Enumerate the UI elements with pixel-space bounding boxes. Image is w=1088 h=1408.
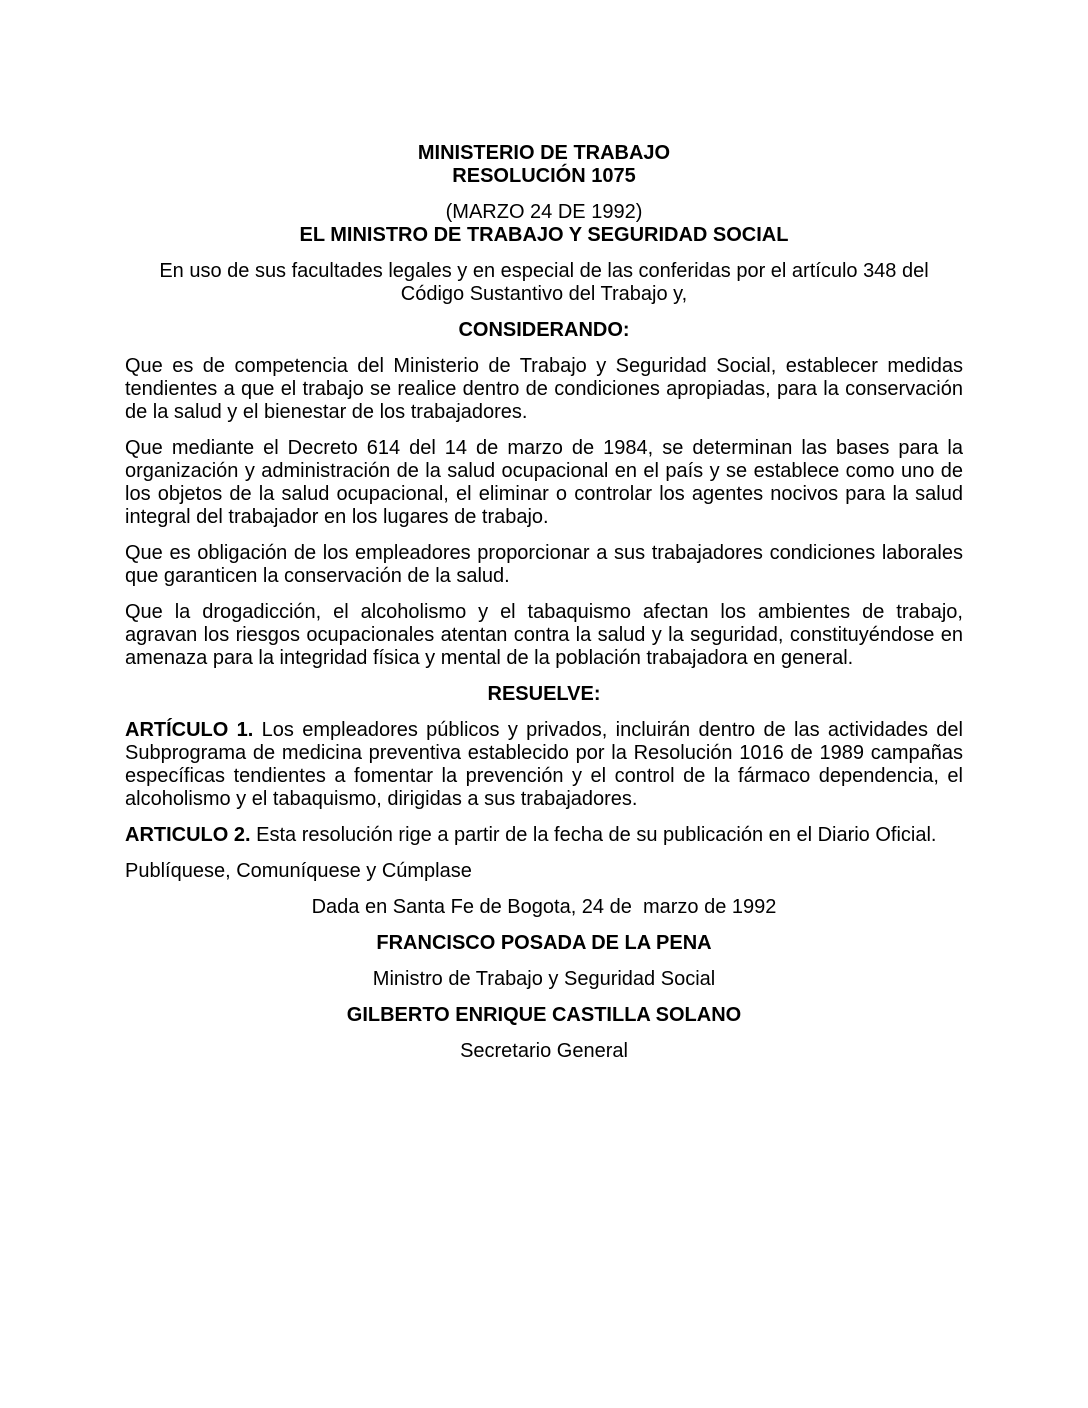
signature-2-title: Secretario General (460, 1040, 628, 1062)
article-2-text: Esta resolución rige a partir de la fecha de su publicación en el Diario Oficial. (256, 824, 937, 846)
document-subtitle (125, 201, 963, 247)
article-1 (125, 719, 963, 811)
article-2 (125, 824, 963, 847)
considerando-paragraph-2: Que mediante el Decreto 614 del 14 de marzo de 1984, se determinan las bases para la organización y administración de la salud ocupacional en el país y se establece como uno de los objetos de la salud ocupacional, el eliminar o controlar los agentes nocivos para la salud integral del trabajador en los lugares de trabajo. (125, 437, 963, 528)
document-content (125, 0, 963, 1063)
resuelve-heading: RESUELVE: (487, 683, 601, 705)
signature-1-name: FRANCISCO POSADA DE LA PENA (376, 932, 712, 954)
signature-1-title: Ministro de Trabajo y Seguridad Social (372, 968, 716, 990)
publication-order: Publíquese, Comuníquese y Cúmplase (125, 860, 472, 882)
article-1-text: Los empleadores públicos y privados, incluirán dentro de las actividades del Subprograma de medicina preventiva establecido por la Resolución 1016 de 1989 campañas específicas tendientes a fomentar la prevención y el control de la fármaco dependencia, el alcoholismo y el tabaquismo, dirigidas a sus trabajadores. (125, 719, 963, 810)
document-intro: En uso de sus facultades legales y en especial de las conferidas por el artículo 348 del Código Sustantivo del Trabajo y, (159, 260, 929, 305)
signature-2-name: GILBERTO ENRIQUE CASTILLA SOLANO (346, 1004, 742, 1026)
document-title-line-2: RESOLUCIÓN 1075 (452, 165, 636, 187)
document-date-line: (MARZO 24 DE 1992) (445, 201, 643, 223)
dateline: Dada en Santa Fe de Bogota, 24 de marzo de 1992 (311, 896, 777, 918)
article-2-label: ARTICULO 2. (125, 824, 251, 846)
considerando-paragraph-1: Que es de competencia del Ministerio de Trabajo y Seguridad Social, establecer medidas tendientes a que el trabajo se realice dentro de condiciones apropiadas, para la conservación de la salud y el bienestar de los trabajadores. (125, 355, 963, 423)
considerando-paragraph-3: Que es obligación de los empleadores proporcionar a sus trabajadores condiciones laborales que garanticen la conservación de la salud. (125, 542, 963, 587)
considerando-heading: CONSIDERANDO: (458, 319, 630, 341)
article-1-label: ARTÍCULO 1. (125, 719, 254, 741)
document-title-line-1: MINISTERIO DE TRABAJO (417, 142, 671, 164)
document-authority-line: EL MINISTRO DE TRABAJO Y SEGURIDAD SOCIAL (299, 224, 789, 246)
considerando-paragraph-4: Que la drogadicción, el alcoholismo y el tabaquismo afectan los ambientes de trabajo, agravan los riesgos ocupacionales atentan contra la salud y la seguridad, constituyéndose en amenaza para la integridad física y mental de la población trabajadora en general. (125, 601, 963, 669)
document-title (125, 142, 963, 188)
